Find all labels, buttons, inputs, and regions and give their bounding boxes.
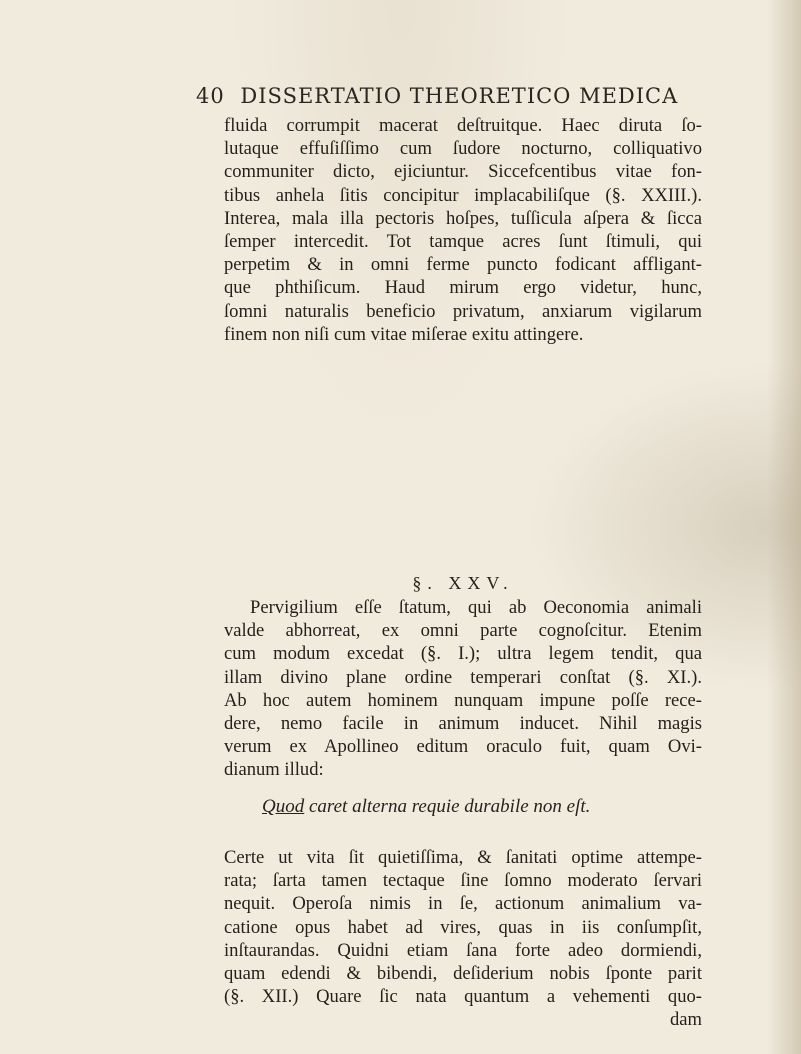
catchword: dam <box>669 1009 702 1031</box>
paragraph-1 <box>224 114 702 346</box>
text-line: rata; ſarta tamen tectaque ſine ſomno moderato ſervari <box>224 870 702 892</box>
verse-quotation <box>262 796 590 818</box>
text-line: ſomni naturalis beneficio privatum, anxiarum vigilarum <box>224 300 702 322</box>
quote-text: caret alterna requie durabile non eſt. <box>308 796 591 817</box>
text-line: Ab hoc autem hominem nunquam impune poſſe rece- <box>224 689 702 711</box>
text-line: ſemper intercedit. Tot tamque acres ſunt ſtimuli, qui <box>224 230 702 252</box>
running-header <box>196 84 696 108</box>
text-line: (§. XII.) Quare ſic nata quantum a vehementi quo- <box>224 986 702 1008</box>
section-heading: §. XXV. <box>412 573 514 593</box>
text-line: Interea, mala illa pectoris hoſpes, tuſſicula aſpera & ſicca <box>224 207 702 229</box>
text-line: tibus anhela ſitis concipitur implacabiliſque (§. XXIII.). <box>224 184 702 206</box>
text-line: dianum illud: <box>224 759 324 781</box>
text-line: finem non niſi cum vitae miſerae exitu attingere. <box>224 323 584 345</box>
text-line: valde abhorreat, ex omni parte cognoſcitur. Etenim <box>224 620 702 642</box>
text-line: dere, nemo facile in animum inducet. Nihil magis <box>224 712 702 734</box>
text-line: nequit. Operoſa nimis in ſe, actionum animalium va- <box>224 893 702 915</box>
text-line: cum modum excedat (§. I.); ultra legem tendit, qua <box>224 643 702 665</box>
text-line: inſtaurandas. Quidni etiam ſana forte adeo dormiendi, <box>224 939 702 961</box>
page-edge-shadow <box>767 0 801 1054</box>
text-line: quam edendi & bibendi, deſiderium nobis ſponte parit <box>224 962 702 984</box>
text-line: que phthiſicum. Haud mirum ergo videtur, hunc, <box>224 277 702 299</box>
text-line: Certe ut vita ſit quietiſſima, & ſanitati optime attempe- <box>224 847 702 868</box>
quote-first-word: Quod <box>262 796 305 817</box>
paragraph-2 <box>224 596 702 782</box>
text-line: Pervigilium eſſe ſtatum, qui ab Oeconomia animali <box>250 597 702 618</box>
text-line: illam divino plane ordine temperari conſtat (§. XI.). <box>224 666 702 688</box>
text-line: verum ex Apollineo editum oraculo fuit, quam Ovi- <box>224 736 702 758</box>
page-number: 40 <box>196 84 225 108</box>
text-line: perpetim & in omni ferme puncto fodicant affligant- <box>224 254 702 276</box>
text-line: lutaque effuſiſſimo cum ſudore nocturno, colliquativo <box>224 138 702 160</box>
text-line: fluida corrumpit macerat deſtruitque. Haec diruta ſo- <box>224 115 702 136</box>
text-line: catione opus habet ad vires, quas in iis conſumpſit, <box>224 916 702 938</box>
paragraph-3 <box>224 846 702 1032</box>
header-title: DISSERTATIO THEORETICO MEDICA <box>240 84 679 108</box>
text-line: communiter dicto, ejiciuntur. Siccefcentibus vitae fon- <box>224 161 702 183</box>
